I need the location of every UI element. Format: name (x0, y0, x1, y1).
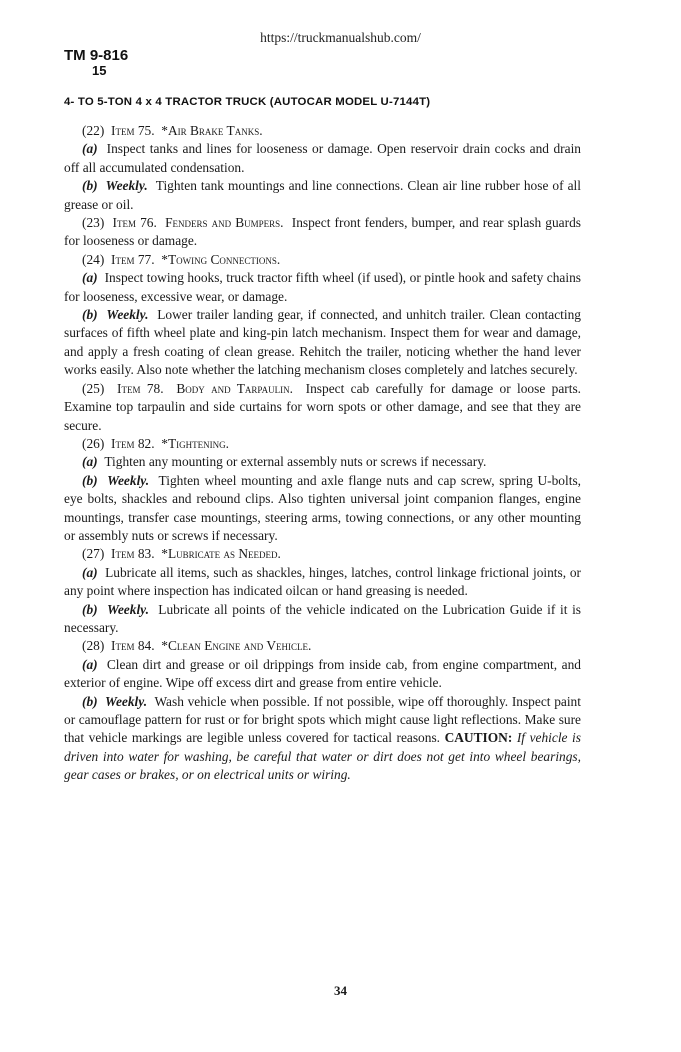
sub-label: (a) (82, 141, 98, 157)
caution-label: CAUTION: (444, 730, 513, 746)
sub-label: (b) (82, 178, 98, 194)
sub-label: (a) (82, 564, 98, 580)
caution-text: If vehicle is driven into water for washing, be careful that water or dirt does not get into wheel bearings, gear cases or brakes, or on electrical units or wiring. (64, 730, 581, 783)
item-label: Item 75. (111, 123, 155, 138)
sub-paragraph (64, 601, 581, 638)
sub-label: (b) (82, 601, 98, 617)
paragraph-text: Clean dirt and grease or oil drippings from inside cab, from engine compartment, and exterior of engine. Wipe off excess dirt and grease from entire vehicle. (64, 656, 581, 691)
item-paragraph (64, 251, 581, 269)
sub-label: (a) (82, 270, 98, 286)
paragraph-text: Lubricate all items, such as shackles, hinges, latches, control linkage frictional joints, or any point where inspection has indicated oilcan or hand greasing is needed. (64, 564, 581, 599)
item-heading: *Clean Engine and Vehicle. (161, 638, 312, 654)
item-heading: *Towing Connections. (161, 251, 281, 267)
item-number: (28) (82, 638, 105, 654)
paragraph-text: Lower trailer landing gear, if connected, and unhitch trailer. Clean contacting surfaces of fifth wheel plate and king-pin latch mechanism. Inspect them for wear and damage, and apply a fresh coating of clean grease. Rehitch the trailer, noticing whether the hand lever works easily. Also note whether the latching mechanism closes completely and latches securely. (64, 307, 581, 378)
source-url[interactable]: https://truckmanualshub.com/ (260, 30, 421, 45)
item-label: Item 78. (117, 380, 164, 396)
item-number: (22) (82, 123, 105, 138)
sub-paragraph (64, 177, 581, 214)
sub-label: (b) (82, 307, 98, 323)
item-label: Item 83. (111, 546, 155, 562)
paragraph-text: Wash vehicle when possible. If not possible, wipe off thoroughly. Inspect paint or camouflage pattern for rust or for bright spots which might cause light reflections. Make sure that vehicle markings are legible unless covered for tactical reasons. (64, 693, 581, 746)
sub-paragraph (64, 269, 581, 306)
paragraph-text: Lubricate all points of the vehicle indicated on the Lubrication Guide if it is necessary. (64, 601, 581, 635)
paragraph-text: Inspect cab carefully for damage or loose parts. Examine top tarpaulin and side curtains for worn spots or other damage, and see that they are secure. (64, 380, 582, 433)
section-number: 15 (92, 63, 107, 78)
paragraph-text: Tighten tank mountings and line connections. Clean air line rubber hose of all grease or oil. (64, 178, 581, 212)
sub-paragraph (64, 140, 581, 177)
paragraph-text: Inspect towing hooks, truck tractor fifth wheel (if used), or pintle hook and safety chains for looseness, excessive wear, or damage. (64, 270, 581, 304)
sub-paragraph (64, 306, 581, 380)
sub-paragraph (64, 656, 581, 693)
paragraph-text: Tighten wheel mounting and axle flange nuts and cap screw, spring U-bolts, eye bolts, shackles and rebound clips. Also tighten universal joint companion flanges, engine mountings, transfer case mountings, steering arms, towing connections, or any other mounting or assembly nuts or screws if necessary. (64, 472, 582, 543)
sub-paragraph (64, 472, 581, 546)
sub-paragraph (64, 693, 581, 785)
item-number: (26) (82, 435, 105, 451)
tm-header (64, 48, 128, 78)
item-heading: *Lubricate as Needed. (161, 546, 281, 562)
item-label: Item 84. (111, 638, 155, 654)
item-number: (25) (82, 380, 105, 396)
sub-label: (a) (82, 656, 98, 672)
item-label: Item 77. (111, 251, 155, 267)
item-paragraph (64, 637, 581, 655)
item-heading: Body and Tarpaulin. (176, 380, 293, 396)
sub-lead: Weekly. (107, 472, 150, 488)
sub-label: (b) (82, 693, 98, 709)
page-title: 4- TO 5-TON 4 x 4 TRACTOR TRUCK (AUTOCAR MODEL U-7144T) (64, 96, 431, 108)
sub-label: (a) (82, 454, 98, 470)
item-heading: *Tightening. (161, 435, 229, 451)
item-paragraph (64, 214, 581, 251)
sub-paragraph (64, 564, 581, 601)
tm-number: TM 9-816 (64, 47, 129, 64)
sub-lead: Weekly. (105, 693, 148, 709)
item-paragraph (64, 122, 581, 140)
document-body (64, 122, 581, 785)
item-label: Item 76. (112, 215, 157, 231)
sub-lead: Weekly. (106, 307, 149, 323)
item-paragraph (64, 545, 581, 563)
item-heading: *Air Brake Tanks. (161, 123, 263, 138)
page-number: 34 (334, 983, 347, 998)
item-paragraph (64, 435, 581, 453)
item-label: Item 82. (111, 435, 155, 451)
paragraph-text: Inspect tanks and lines for looseness or damage. Open reservoir drain cocks and drain off all accumulated condensation. (64, 141, 581, 175)
item-number: (24) (82, 251, 105, 267)
sub-lead: Weekly. (105, 178, 148, 194)
sub-label: (b) (82, 472, 98, 488)
item-number: (23) (82, 215, 105, 231)
paragraph-text: Tighten any mounting or external assembly nuts or screws if necessary. (104, 454, 487, 470)
paragraph-text: Inspect front fenders, bumper, and rear splash guards for looseness or damage. (64, 215, 581, 249)
item-number: (27) (82, 546, 105, 562)
item-paragraph (64, 380, 581, 435)
item-heading: Fenders and Bumpers. (165, 215, 284, 231)
sub-lead: Weekly. (106, 601, 149, 617)
sub-paragraph (64, 453, 581, 471)
